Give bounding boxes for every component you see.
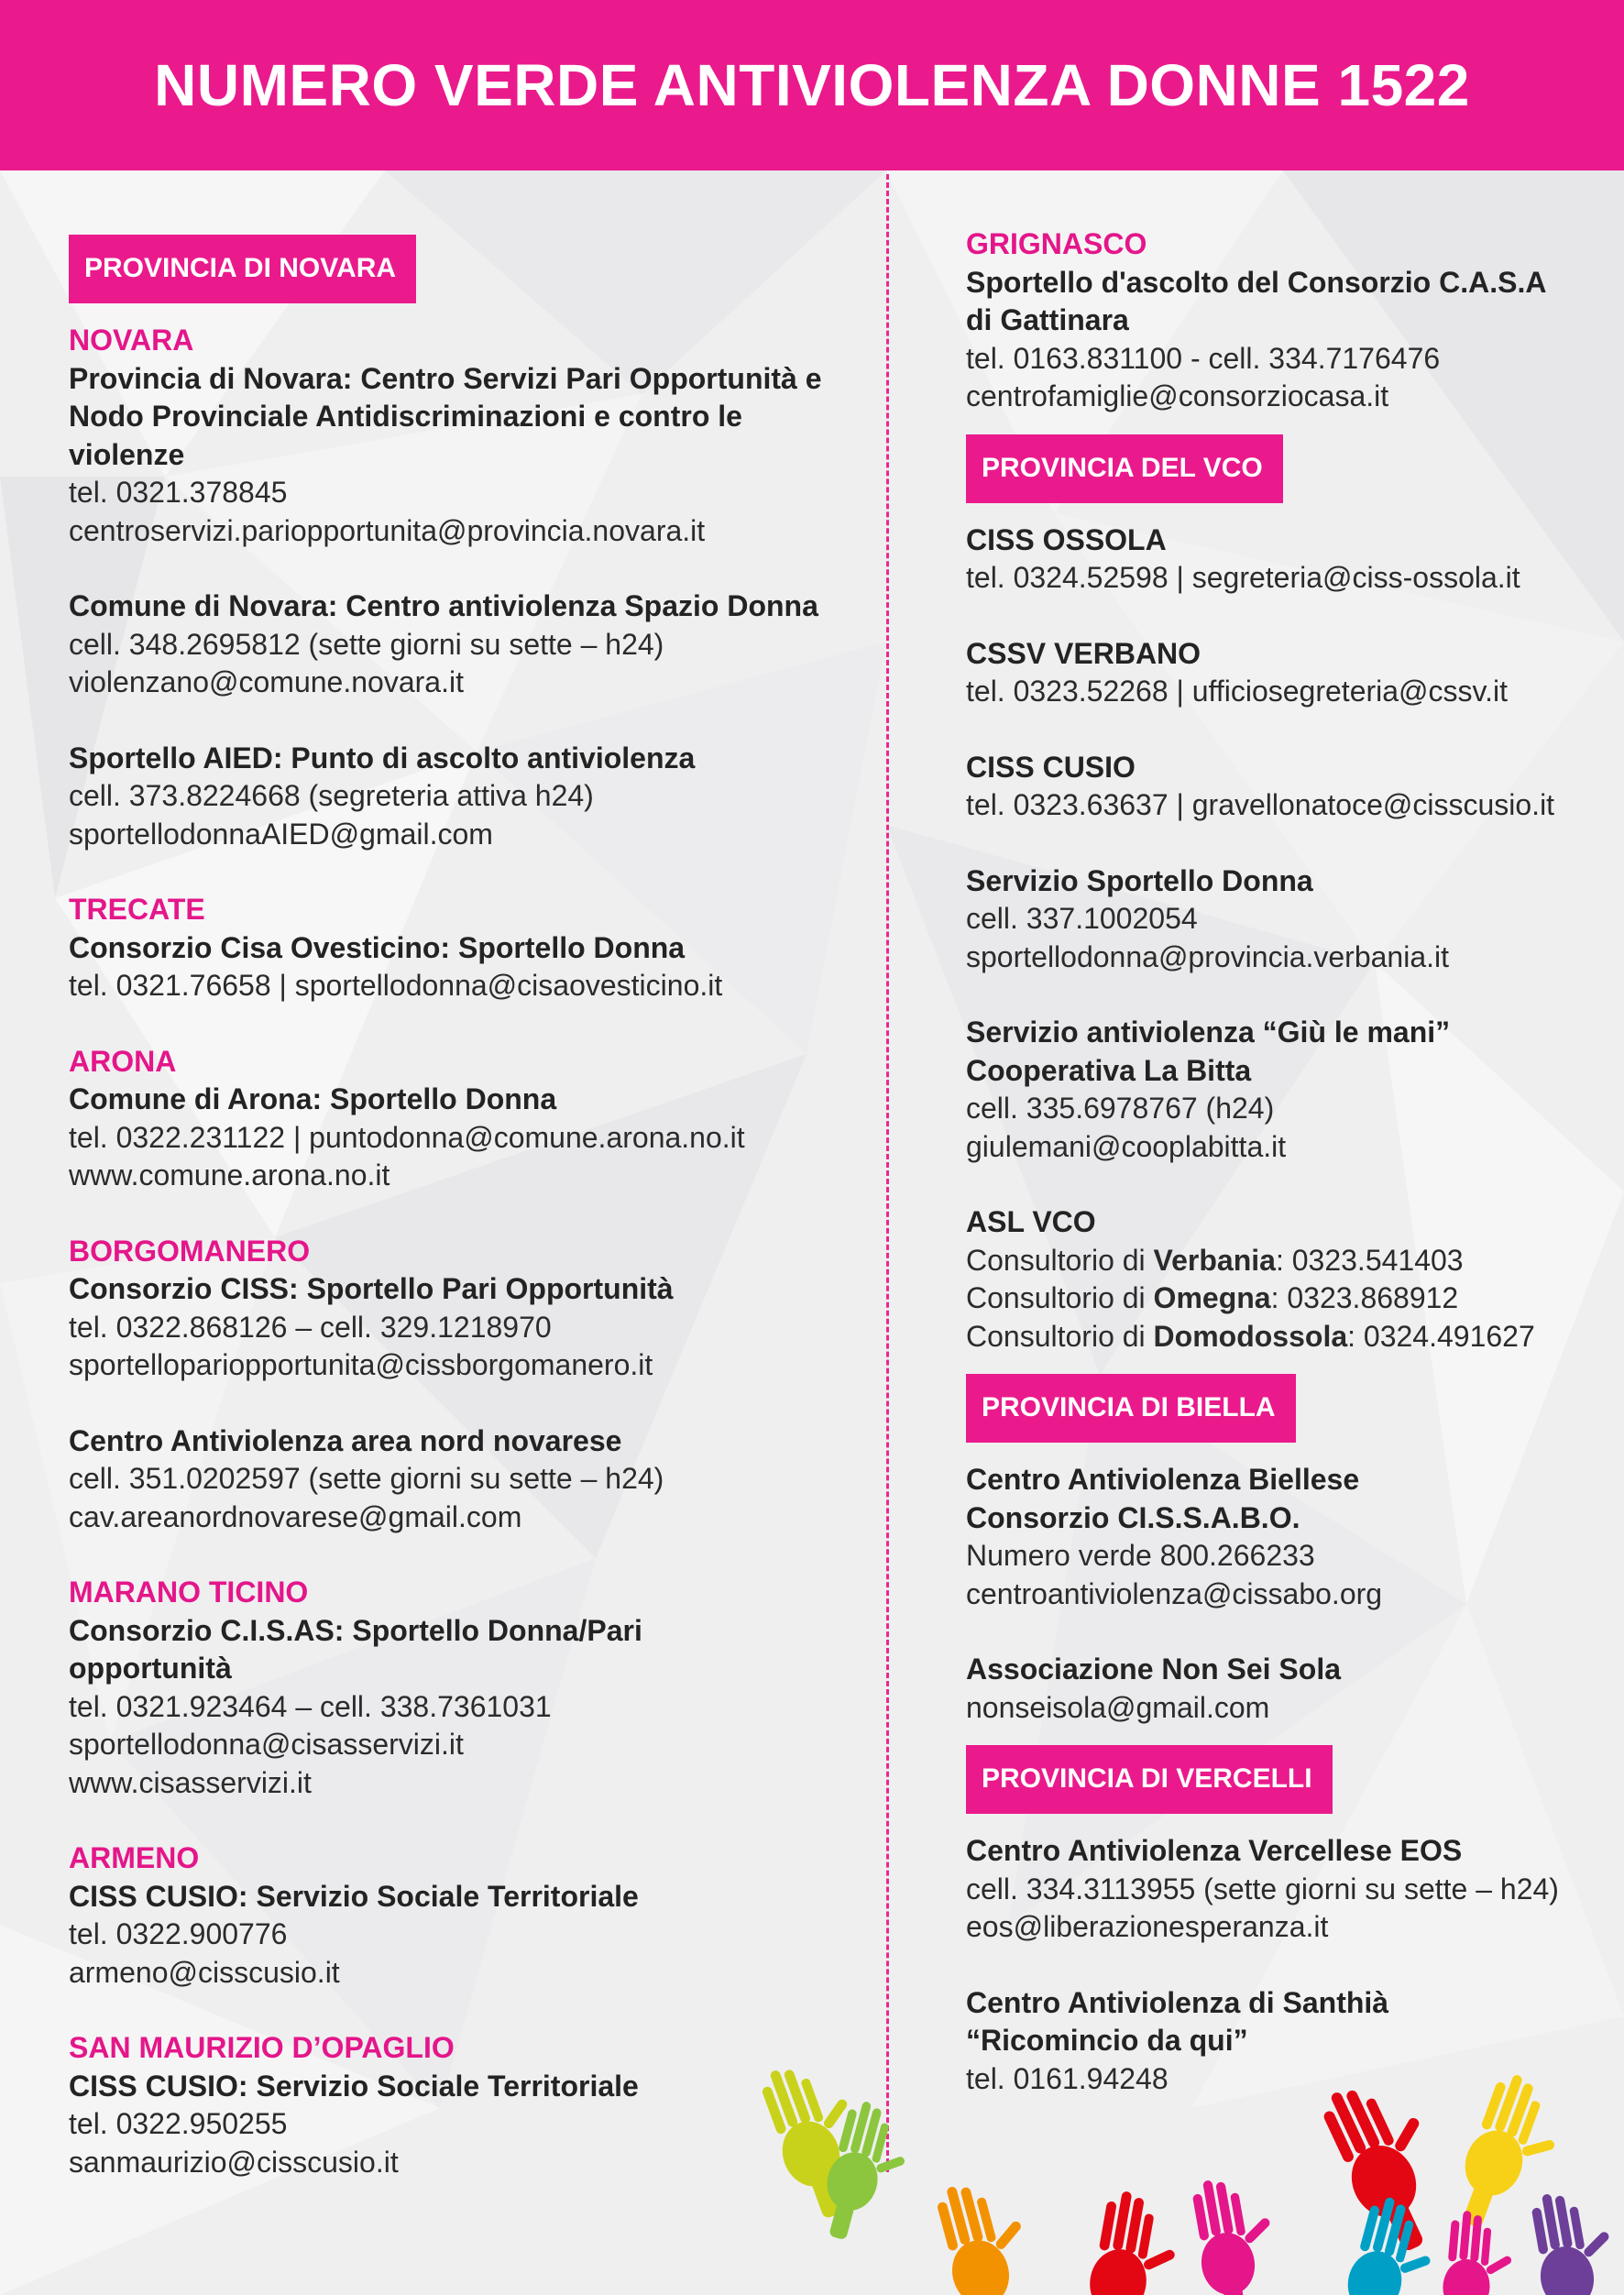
consultorio-domodossola-phone: : 0324.491627: [1347, 1319, 1535, 1353]
arona-web: www.comune.arona.no.it: [69, 1158, 390, 1191]
consultorio-domodossola-place: Domodossola: [1153, 1319, 1348, 1353]
grignasco-name-line1: Sportello d'ascolto del Consorzio C.A.S.A: [966, 265, 1547, 299]
city-novara: NOVARA: [69, 324, 194, 357]
colorful-hands-illustration: [733, 2053, 1624, 2295]
biellese-phone: Numero verde 800.266233: [966, 1539, 1315, 1572]
marano-web: www.cisasservizi.it: [69, 1765, 312, 1799]
ciss-ossola-name: CISS OSSOLA: [966, 522, 1167, 556]
marano-name: Consorzio C.I.S.AS: Sportello Donna/Pari opportunità: [69, 1613, 642, 1685]
eos-cell: cell. 334.3113955 (sette giorni su sette – h24): [966, 1872, 1559, 1905]
borgomanero-cav-cell: cell. 351.0202597 (sette giorni su sette – h24): [69, 1462, 664, 1495]
grignasco-name-line2: di Gattinara: [966, 303, 1129, 336]
san-maurizio-tel: tel. 0322.950255: [69, 2107, 288, 2140]
ciss-cusio-name: CISS CUSIO: [966, 750, 1136, 784]
borgomanero-ciss-name: Consorzio CISS: Sportello Pari Opportunità: [69, 1272, 674, 1305]
santhia-name-line2: “Ricomincio da qui”: [966, 2024, 1248, 2057]
trecate-contact: tel. 0321.76658 | sportellodonna@cisaovesticino.it: [69, 969, 723, 1002]
novara-centro-servizi-tel: tel. 0321.378845: [69, 476, 288, 509]
province-novara-tag: PROVINCIA DI NOVARA: [69, 235, 416, 303]
consultorio-prefix: Consultorio di: [966, 1243, 1146, 1277]
consultorio-verbania-place: Verbania: [1153, 1243, 1276, 1277]
hand-purple: [1526, 2184, 1624, 2295]
non-sei-sola-name: Associazione Non Sei Sola: [966, 1653, 1341, 1686]
consultorio-verbania: [966, 1242, 1608, 1280]
right-column: [966, 225, 1608, 2098]
biellese-name-line2: Consorzio CI.S.S.A.B.O.: [966, 1500, 1300, 1534]
novara-aied-name: Sportello AIED: Punto di ascolto antiviolenza: [69, 741, 696, 774]
novara-centro-servizi-name: Provincia di Novara: Centro Servizi Pari Opportunità e Nodo Provinciale Antidiscriminazioni e contro le violenze: [69, 361, 822, 471]
borgomanero-section: [69, 1233, 875, 1537]
giu-le-mani-name-line2: Cooperativa La Bitta: [966, 1053, 1252, 1087]
asl-vco-name: ASL VCO: [966, 1205, 1096, 1238]
eos-email: eos@liberazionesperanza.it: [966, 1910, 1329, 1943]
grignasco-section: [966, 225, 1608, 416]
hand-magenta: [1438, 2210, 1517, 2295]
cssv-verbano-contact: tel. 0323.52268 | ufficiosegreteria@cssv.it: [966, 675, 1509, 708]
grignasco-email: centrofamiglie@consorziocasa.it: [966, 379, 1389, 412]
header-banner: [0, 0, 1624, 170]
city-arona: ARONA: [69, 1044, 177, 1078]
city-grignasco: GRIGNASCO: [966, 227, 1147, 260]
ciss-cusio-contact: tel. 0323.63637 | gravellonatoce@cisscusio.it: [966, 788, 1555, 821]
page-title: NUMERO VERDE ANTIVIOLENZA DONNE 1522: [154, 52, 1470, 118]
arona-section: [69, 1043, 875, 1195]
non-sei-sola-email: nonseisola@gmail.com: [966, 1690, 1270, 1724]
vco-section: [966, 522, 1608, 1356]
consultorio-omegna-phone: : 0323.868912: [1270, 1281, 1459, 1314]
san-maurizio-name: CISS CUSIO: Servizio Sociale Territoriale: [69, 2069, 639, 2103]
armeno-section: [69, 1839, 875, 1992]
santhia-tel: tel. 0161.94248: [966, 2061, 1169, 2095]
city-borgomanero: BORGOMANERO: [69, 1234, 311, 1268]
novara-spazio-donna-name: Comune di Novara: Centro antiviolenza Spazio Donna: [69, 589, 818, 622]
arona-contact: tel. 0322.231122 | puntodonna@comune.arona.no.it: [69, 1120, 745, 1154]
novara-aied-cell: cell. 373.8224668 (segreteria attiva h24): [69, 779, 594, 812]
province-vco-tag: PROVINCIA DEL VCO: [966, 434, 1283, 503]
novara-section: [69, 322, 875, 853]
province-biella-tag: PROVINCIA DI BIELLA: [966, 1374, 1296, 1443]
borgomanero-cav-email: cav.areanordnovarese@gmail.com: [69, 1499, 522, 1533]
armeno-name: CISS CUSIO: Servizio Sociale Territoriale: [69, 1879, 639, 1913]
hand-red: [1079, 2188, 1186, 2295]
san-maurizio-email: sanmaurizio@cisscusio.it: [69, 2145, 399, 2179]
novara-aied-email: sportellodonnaAIED@gmail.com: [69, 817, 493, 851]
hand-pink: [1187, 2170, 1288, 2295]
province-vercelli-tag: PROVINCIA DI VERCELLI: [966, 1745, 1333, 1814]
consultorio-prefix: Consultorio di: [966, 1319, 1146, 1353]
eos-name: Centro Antiviolenza Vercellese EOS: [966, 1834, 1463, 1867]
grignasco-tel: tel. 0163.831100 - cell. 334.7176476: [966, 341, 1441, 375]
novara-centro-servizi-email: centroservizi.pariopportunita@provincia.novara.it: [69, 513, 706, 547]
giu-le-mani-cell: cell. 335.6978767 (h24): [966, 1092, 1275, 1125]
sportello-donna-email: sportellodonna@provincia.verbania.it: [966, 939, 1450, 973]
trecate-name: Consorzio Cisa Ovesticino: Sportello Donna: [69, 930, 686, 964]
left-column: [69, 235, 875, 2181]
consultorio-omegna-place: Omegna: [1153, 1281, 1271, 1314]
novara-spazio-donna-cell: cell. 348.2695812 (sette giorni su sette – h24): [69, 627, 664, 661]
marano-section: [69, 1574, 875, 1802]
sportello-donna-cell: cell. 337.1002054: [966, 902, 1198, 935]
novara-spazio-donna-email: violenzano@comune.novara.it: [69, 665, 464, 698]
marano-email: sportellodonna@cisasservizi.it: [69, 1728, 464, 1761]
consultorio-omegna: [966, 1279, 1608, 1318]
sportello-donna-name: Servizio Sportello Donna: [966, 863, 1313, 897]
consultorio-prefix: Consultorio di: [966, 1281, 1146, 1314]
ciss-ossola-contact: tel. 0324.52598 | segreteria@ciss-ossola.it: [966, 561, 1520, 594]
giu-le-mani-email: giulemani@cooplabitta.it: [966, 1129, 1287, 1163]
armeno-email: armeno@cisscusio.it: [69, 1955, 340, 1989]
consultorio-verbania-phone: : 0323.541403: [1275, 1243, 1464, 1277]
cssv-verbano-name: CSSV VERBANO: [966, 636, 1202, 670]
city-trecate: TRECATE: [69, 893, 205, 926]
trecate-section: [69, 891, 875, 1005]
consultorio-domodossola: [966, 1318, 1608, 1356]
hand-orange: [930, 2171, 1049, 2295]
biella-section: [966, 1461, 1608, 1727]
biellese-name-line1: Centro Antiviolenza Biellese: [966, 1463, 1360, 1496]
borgomanero-ciss-tel: tel. 0322.868126 – cell. 329.1218970: [69, 1310, 552, 1344]
city-marano-ticino: MARANO TICINO: [69, 1576, 309, 1609]
santhia-name-line1: Centro Antiviolenza di Santhià: [966, 1985, 1389, 2019]
borgomanero-ciss-email: sportellopariopportunita@cissborgomanero.it: [69, 1348, 653, 1381]
arona-name: Comune di Arona: Sportello Donna: [69, 1082, 557, 1115]
giu-le-mani-name-line1: Servizio antiviolenza “Giù le mani”: [966, 1016, 1451, 1049]
city-san-maurizio: SAN MAURIZIO D’OPAGLIO: [69, 2031, 455, 2064]
borgomanero-cav-name: Centro Antiviolenza area nord novarese: [69, 1423, 622, 1457]
marano-tel: tel. 0321.923464 – cell. 338.7361031: [69, 1689, 552, 1723]
biellese-email: centroantiviolenza@cissabo.org: [966, 1576, 1383, 1610]
hand-blue: [1333, 2192, 1444, 2295]
column-divider: [886, 174, 889, 2172]
armeno-tel: tel. 0322.900776: [69, 1917, 288, 1950]
city-armeno: ARMENO: [69, 1841, 200, 1874]
